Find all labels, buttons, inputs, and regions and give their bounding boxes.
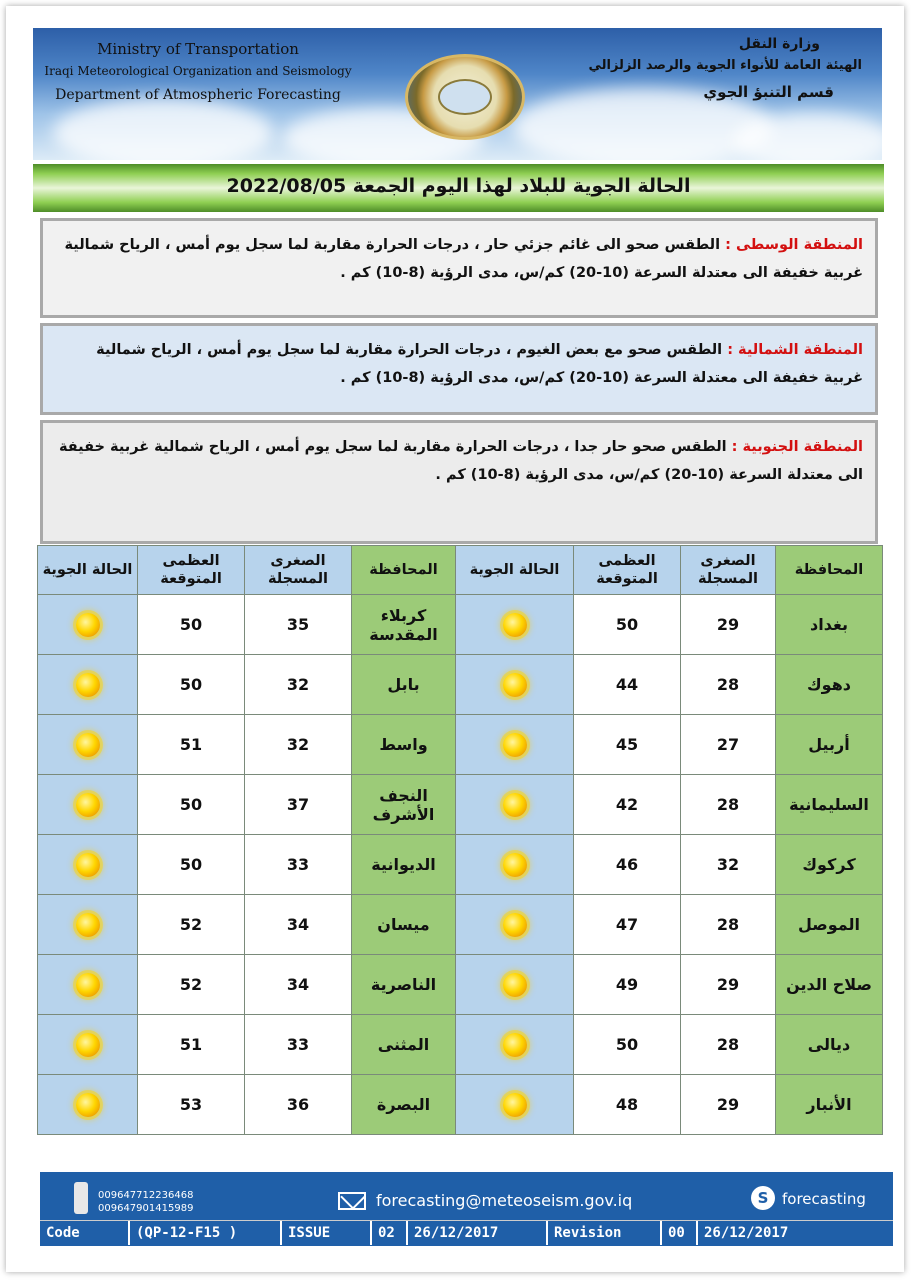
max-temp-cell: 50 [138,595,245,655]
governorate-cell: السليمانية [776,775,883,835]
governorate-cell: البصرة [352,1075,456,1135]
table-row [38,775,883,835]
sun-icon [76,733,100,757]
min-temp-cell: 34 [245,895,352,955]
ministry-name-ar: وزارة النقل [738,36,820,52]
forecast-table [37,545,883,1135]
region-text: الطقس صحو حار جدا ، درجات الحرارة مقاربة لما سجل يوم أمس ، الرياح شمالية غربية خفيفة الى معتدلة السرعة (10-20) كم/س، مدى الرؤية (8-10) كم . [58,439,863,483]
region-central [40,218,878,318]
max-temp-cell: 52 [138,895,245,955]
max-temp-cell: 46 [574,835,681,895]
governorate-cell: الأنبار [776,1075,883,1135]
region-name: المنطقة الوسطى : [725,237,863,253]
condition-cell [38,595,138,655]
skype-handle: forecasting [782,1190,866,1208]
governorate-cell: المثنى [352,1015,456,1075]
min-temp-cell: 33 [245,1015,352,1075]
max-temp-cell: 45 [574,715,681,775]
email-address[interactable]: forecasting@meteoseism.gov.iq [376,1191,633,1210]
condition-cell [456,655,574,715]
header-max: العظمى المتوقعة [138,546,245,595]
sun-icon [503,913,527,937]
max-temp-cell: 51 [138,1015,245,1075]
max-temp-cell: 44 [574,655,681,715]
min-temp-cell: 33 [245,835,352,895]
min-temp-cell: 27 [681,715,776,775]
sun-icon [76,793,100,817]
condition-cell [38,895,138,955]
max-temp-cell: 50 [574,595,681,655]
table-row [38,835,883,895]
condition-cell [38,835,138,895]
region-text: الطقس صحو مع بعض الغيوم ، درجات الحرارة مقاربة لما سجل يوم أمس ، الرياح شمالية غربية خفيفة الى معتدلة السرعة (10-20) كم/س، مدى الرؤية (8-10) كم . [96,342,863,386]
condition-cell [456,1015,574,1075]
header-governorate: المحافظة [776,546,883,595]
document-code-bar [40,1220,893,1245]
code-value: (QP-12-F15 ) [130,1221,282,1245]
code-label: Code [40,1221,130,1245]
revision-date: 26/12/2017 [704,1225,789,1241]
report-title: الحالة الجوية للبلاد لهذا اليوم الجمعة 2022/08/05 [226,175,691,197]
governorate-cell: الناصرية [352,955,456,1015]
department-name-en: Department of Atmospheric Forecasting [55,87,341,103]
skype-icon: S [751,1186,775,1210]
table-row [38,715,883,775]
phone-icon [74,1182,88,1214]
header-min: الصغرى المسجلة [245,546,352,595]
condition-cell [38,775,138,835]
governorate-cell: بغداد [776,595,883,655]
governorate-cell: صلاح الدين [776,955,883,1015]
max-temp-cell: 47 [574,895,681,955]
header-condition: الحالة الجوية [456,546,574,595]
ministry-name-en: Ministry of Transportation [97,40,299,58]
governorate-cell: النجف الأشرف [352,775,456,835]
sun-icon [503,673,527,697]
sun-icon [76,1033,100,1057]
governorate-cell: دهوك [776,655,883,715]
sun-icon [76,673,100,697]
phone-number-2: 009647901415989 [98,1203,194,1214]
organization-name-ar: الهيئة العامة للأنواء الجوية والرصد الزلزالي [588,58,862,73]
region-name: المنطقة الشمالية : [727,342,863,358]
min-temp-cell: 34 [245,955,352,1015]
min-temp-cell: 28 [681,655,776,715]
sun-icon [503,1093,527,1117]
governorate-cell: ديالى [776,1015,883,1075]
condition-cell [456,835,574,895]
min-temp-cell: 29 [681,1075,776,1135]
min-temp-cell: 29 [681,955,776,1015]
region-south [40,420,878,544]
table-header-row [38,546,883,595]
header-condition: الحالة الجوية [38,546,138,595]
condition-cell [456,715,574,775]
min-temp-cell: 28 [681,895,776,955]
report-title-bar [33,164,884,212]
table-row [38,1015,883,1075]
max-temp-cell: 53 [138,1075,245,1135]
governorate-cell: ميسان [352,895,456,955]
max-temp-cell: 42 [574,775,681,835]
phone-number-1: 009647712236468 [98,1190,194,1201]
sun-icon [76,913,100,937]
condition-cell [38,1015,138,1075]
min-temp-cell: 32 [245,655,352,715]
min-temp-cell: 32 [245,715,352,775]
condition-cell [38,715,138,775]
max-temp-cell: 49 [574,955,681,1015]
min-temp-cell: 28 [681,1015,776,1075]
department-name-ar: قسم التنبؤ الجوي [703,83,834,101]
min-temp-cell: 32 [681,835,776,895]
governorate-cell: الموصل [776,895,883,955]
footer [40,1172,893,1246]
sun-icon [503,853,527,877]
max-temp-cell: 50 [138,655,245,715]
condition-cell [456,955,574,1015]
header-banner [33,28,882,160]
condition-cell [38,955,138,1015]
sun-icon [503,973,527,997]
sun-icon [76,1093,100,1117]
min-temp-cell: 36 [245,1075,352,1135]
organization-name-en: Iraqi Meteorological Organization and Seismology [44,64,352,78]
table-row [38,895,883,955]
table-row [38,595,883,655]
issue-date: 26/12/2017 [408,1221,548,1245]
max-temp-cell: 50 [574,1015,681,1075]
governorate-cell: أربيل [776,715,883,775]
governorate-cell: بابل [352,655,456,715]
region-north [40,323,878,415]
condition-cell [456,775,574,835]
table-row [38,655,883,715]
max-temp-cell: 48 [574,1075,681,1135]
governorate-cell: الديوانية [352,835,456,895]
sun-icon [76,973,100,997]
governorate-cell: واسط [352,715,456,775]
max-temp-cell: 51 [138,715,245,775]
governorate-cell: كركوك [776,835,883,895]
header-max: العظمى المتوقعة [574,546,681,595]
condition-cell [38,655,138,715]
max-temp-cell: 50 [138,775,245,835]
issue-label: ISSUE [282,1221,372,1245]
sun-icon [503,613,527,637]
sun-icon [503,1033,527,1057]
sun-icon [76,853,100,877]
min-temp-cell: 35 [245,595,352,655]
sun-icon [503,733,527,757]
revision-number: 00 [662,1221,698,1245]
min-temp-cell: 29 [681,595,776,655]
header-governorate: المحافظة [352,546,456,595]
revision-label: Revision [548,1221,662,1245]
max-temp-cell: 50 [138,835,245,895]
sun-icon [76,613,100,637]
governorate-cell: كربلاء المقدسة [352,595,456,655]
table-row [38,955,883,1015]
condition-cell [38,1075,138,1135]
sun-icon [503,793,527,817]
region-name: المنطقة الجنوبية : [731,439,863,455]
mail-icon [338,1192,366,1210]
max-temp-cell: 52 [138,955,245,1015]
issue-number: 02 [372,1221,408,1245]
header-min: الصغرى المسجلة [681,546,776,595]
min-temp-cell: 37 [245,775,352,835]
condition-cell [456,1075,574,1135]
organization-logo [405,54,525,140]
table-row [38,1075,883,1135]
region-text: الطقس صحو الى غائم جزئي حار ، درجات الحرارة مقاربة لما سجل يوم أمس ، الرياح شمالية غربية خفيفة الى معتدلة السرعة (10-20) كم/س، مدى الرؤية (8-10) كم . [64,237,863,281]
condition-cell [456,895,574,955]
min-temp-cell: 28 [681,775,776,835]
condition-cell [456,595,574,655]
